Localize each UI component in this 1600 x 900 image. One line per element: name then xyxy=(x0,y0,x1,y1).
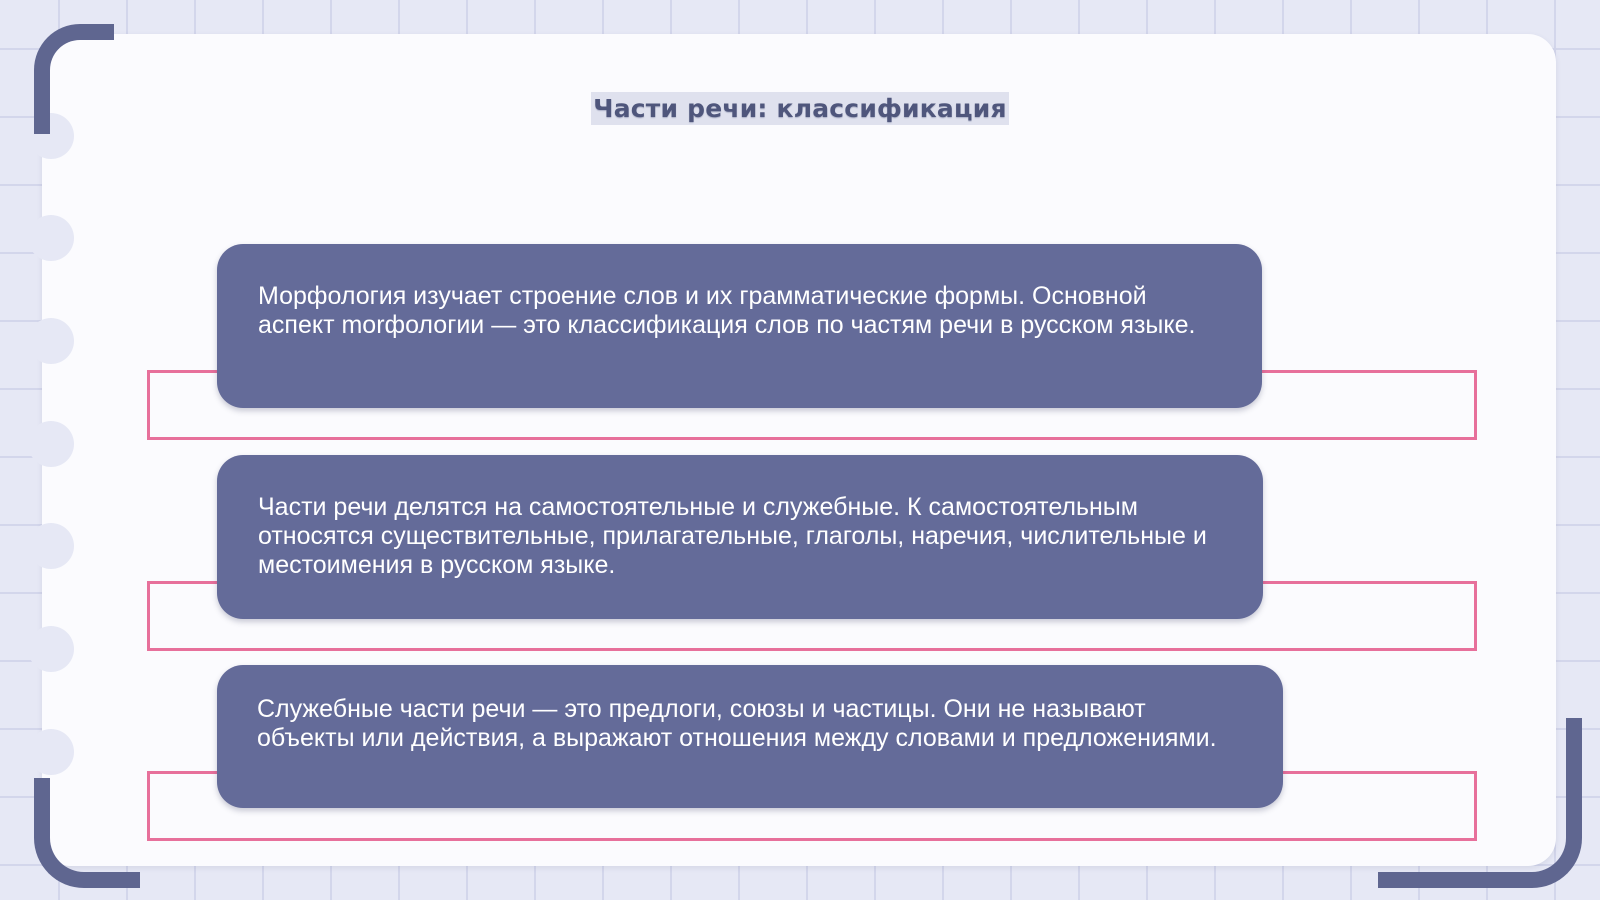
text-card-3 xyxy=(217,665,1283,808)
binder-hole xyxy=(28,421,74,467)
binder-hole xyxy=(28,318,74,364)
text-card-2 xyxy=(217,455,1263,619)
card-text: Части речи делятся на самостоятельные и служебные. К самостоятельным относятся существительные, прилагательные, глаголы, наречия, числительные и местоимения в русском языке. xyxy=(258,493,1207,579)
card-text: Морфология изучает строение слов и их грамматические формы. Основной аспект morфологии — это классификация слов по частям речи в русском языке. xyxy=(258,282,1196,339)
binder-hole xyxy=(28,215,74,261)
binder-hole xyxy=(28,626,74,672)
corner-bracket-bottom-left xyxy=(34,778,140,888)
card-text: Служебные части речи — это предлоги, союзы и частицы. Они не называют объекты или действия, а выражают отношения между словами и предложениями. xyxy=(257,695,1217,752)
text-card-1 xyxy=(217,244,1262,408)
slide-title: Части речи: классификация xyxy=(593,94,1007,123)
binder-hole xyxy=(28,523,74,569)
title-container xyxy=(0,92,1600,125)
binder-hole xyxy=(28,729,74,775)
